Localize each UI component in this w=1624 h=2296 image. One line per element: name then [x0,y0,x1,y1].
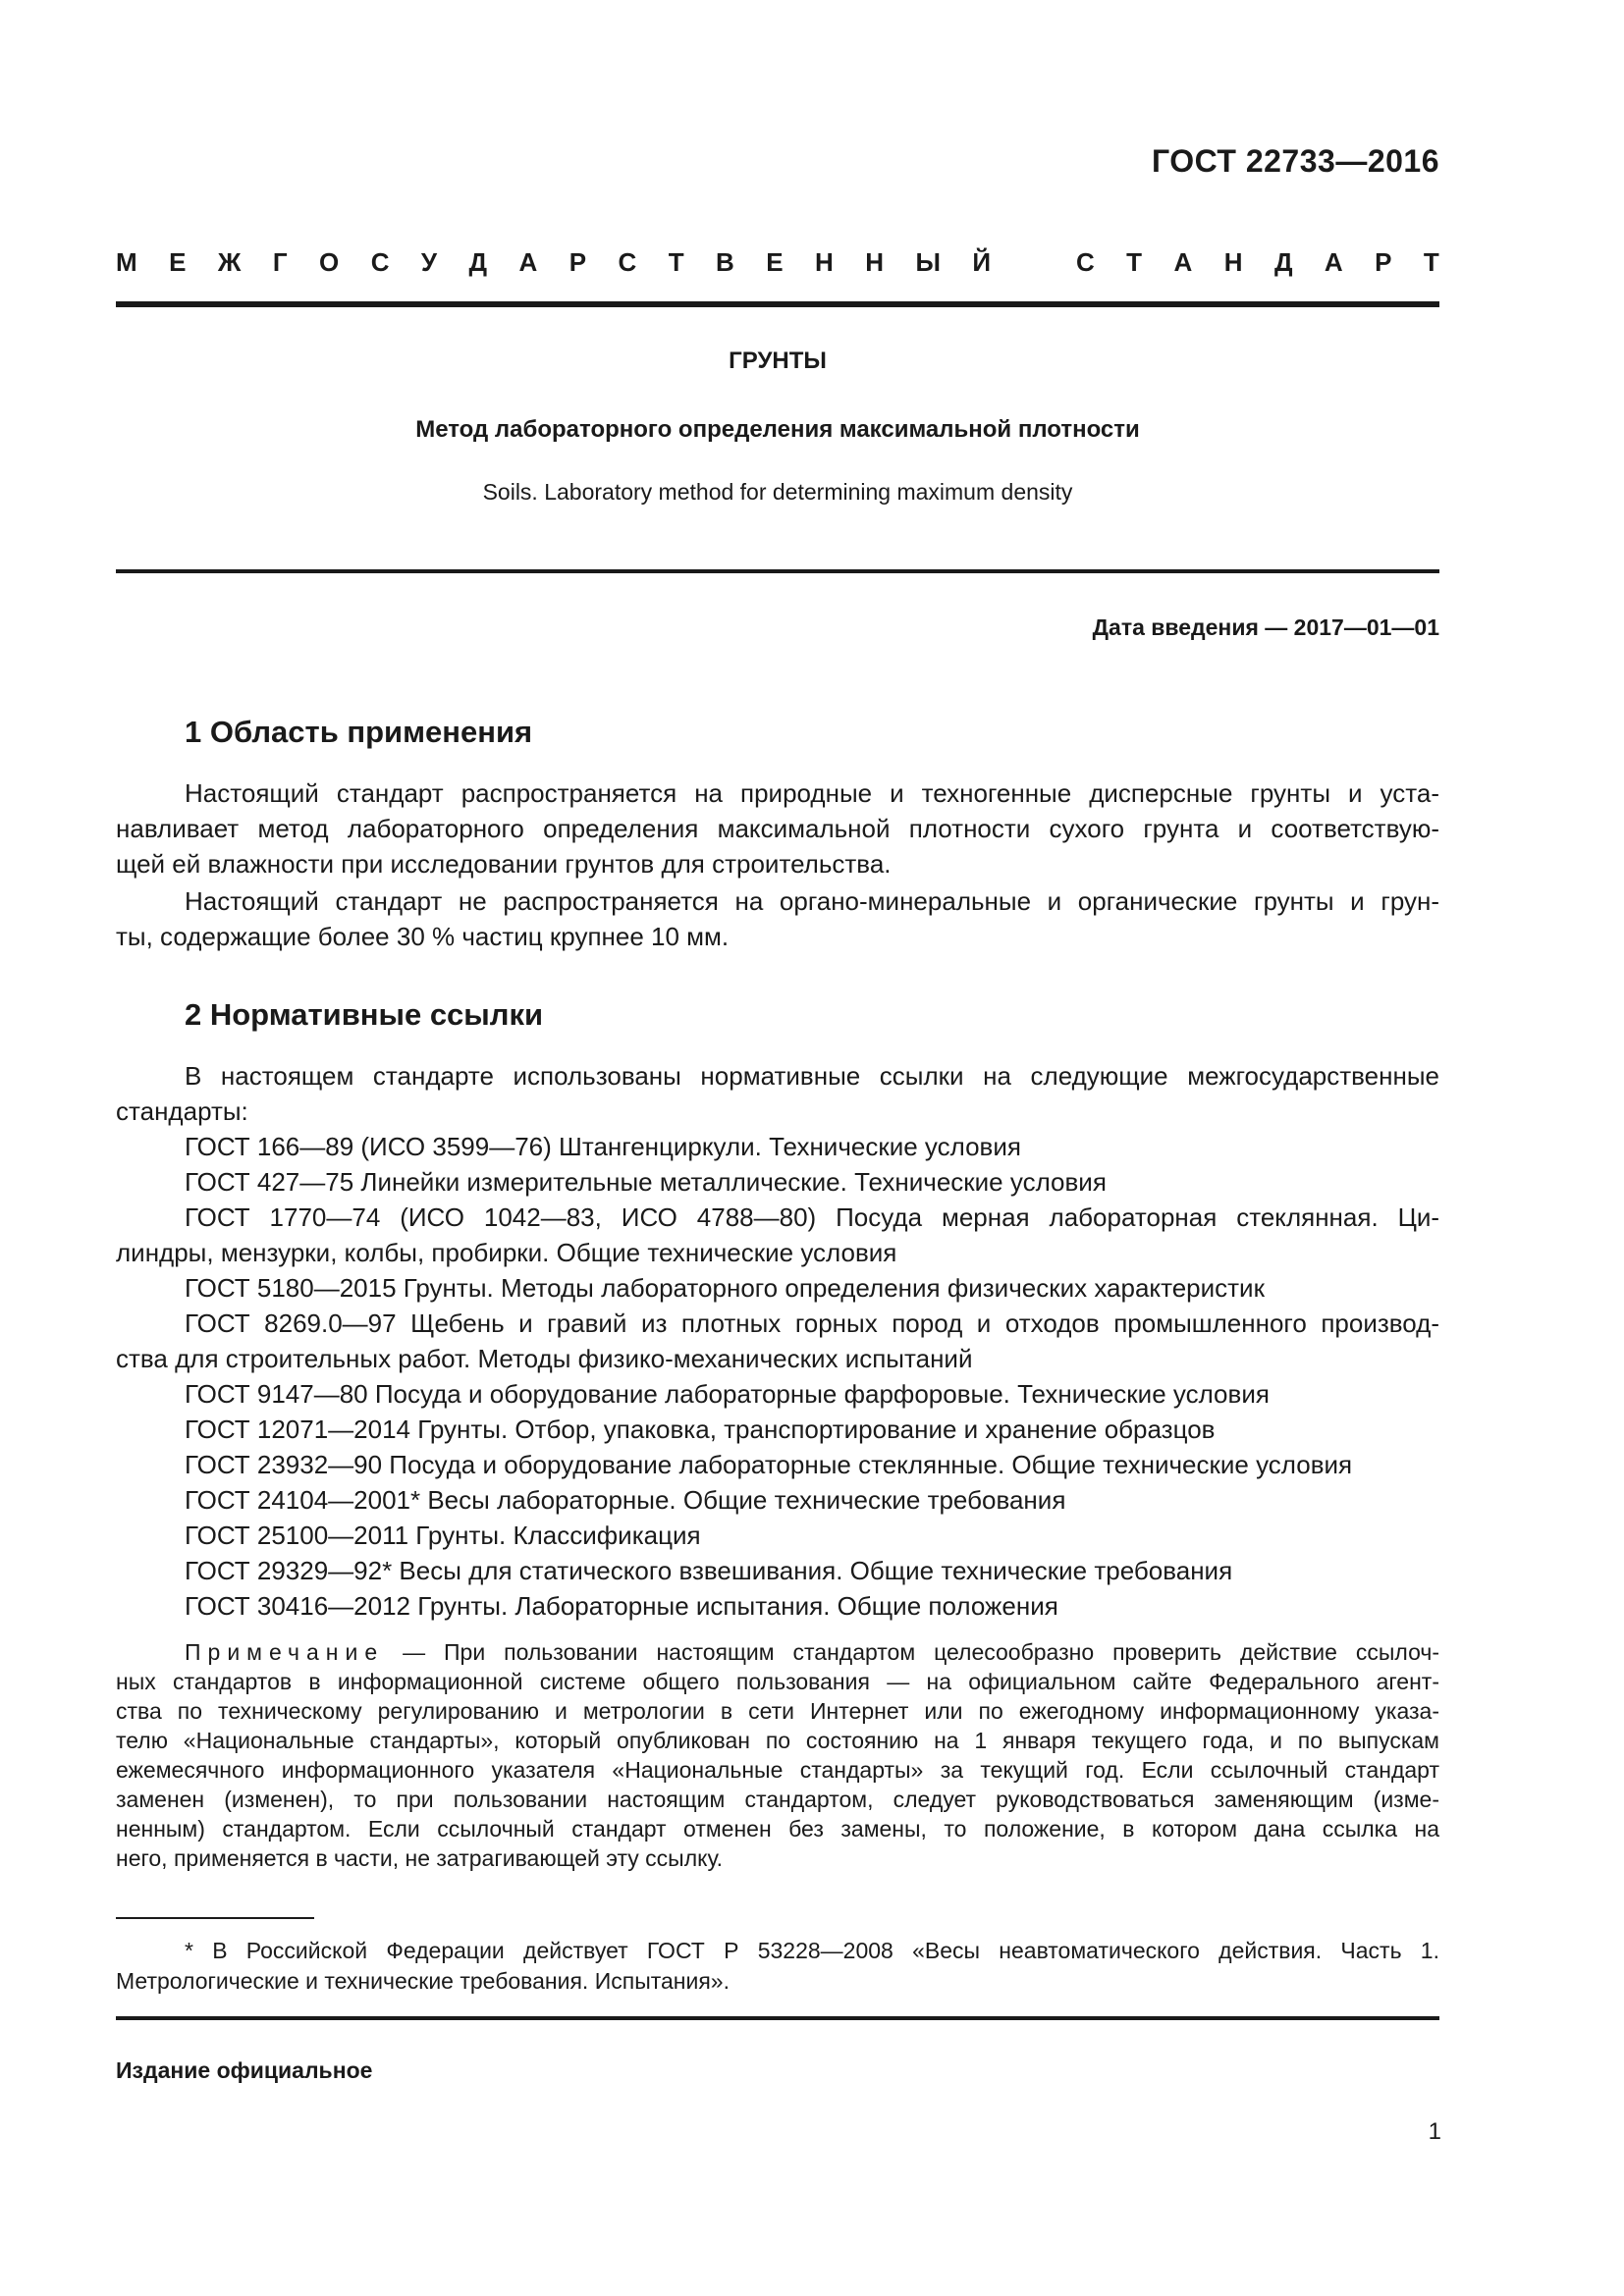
banner-letter: О [319,247,340,277]
banner-letter: Н [865,247,885,277]
banner-letter: С [618,247,637,277]
official-edition-label: Издание официальное [116,2057,373,2083]
note-line: ежемесячного информационного указателя «Национальные стандарты» за текущий год. Если ссылочный стандарт [116,1757,1439,1783]
banner-letter: С [370,247,390,277]
page-number: 1 [1428,2118,1441,2145]
references-note [116,1637,1439,1873]
section-1-paragraph-2 [116,883,1439,954]
banner-letter: Р [568,247,587,277]
reference-item: ГОСТ 1770—74 (ИСО 1042—83, ИСО 4788—80) Посуда мерная лабораторная стеклянная. Ци- [185,1202,1439,1232]
banner-letter: Й [972,247,992,277]
banner-gap [1023,247,1045,278]
reference-item: ГОСТ 9147—80 Посуда и оборудование лабораторные фарфоровые. Технические условия [185,1379,1270,1409]
footnote-line: * В Российской Федерации действует ГОСТ Р 53228—2008 «Весы неавтоматического действия. Часть 1. [185,1938,1439,1963]
title-rule [116,569,1439,573]
section-1-heading: 1 Область применения [185,715,533,749]
banner-letter: Ы [915,247,941,277]
header-thick-rule [116,301,1439,307]
normative-references-list [116,1129,1439,1624]
reference-item: ГОСТ 12071—2014 Грунты. Отбор, упаковка, транспортирование и хранение образцов [185,1415,1216,1444]
banner-letter: Д [468,247,488,277]
footnote-separator [116,1917,314,1919]
document-subtitle: Метод лабораторного определения максимальной плотности [415,416,1140,443]
banner-letter: Е [766,247,784,277]
note-line: телю «Национальные стандарты», который опубликован по состоянию на 1 января текущего года, и по выпускам [116,1728,1439,1753]
note-line: заменен (изменен), то при пользовании настоящим стандартом, следует руководствоваться заменяющим (изме- [116,1787,1439,1812]
note-line: ства по техническому регулированию и метрологии в сети Интернет или по ежегодному информационному указа- [116,1698,1439,1724]
interstate-standard-banner [116,247,1439,278]
reference-item: ГОСТ 30416—2012 Грунты. Лабораторные испытания. Общие положения [185,1591,1058,1621]
reference-item: ГОСТ 23932—90 Посуда и оборудование лабораторные стеклянные. Общие технические условия [185,1450,1353,1479]
footnote [116,1936,1439,1997]
banner-letter: Т [1126,247,1143,277]
banner-letter: А [518,247,538,277]
reference-item-continuation: линдры, мензурки, колбы, пробирки. Общие технические условия [116,1238,897,1267]
gost-number: ГОСТ 22733—2016 [1151,143,1439,179]
banner-letter: В [716,247,734,277]
reference-item: ГОСТ 24104—2001* Весы лабораторные. Общие технические требования [185,1485,1066,1515]
section-1-paragraph-1 [116,775,1439,881]
reference-item: ГОСТ 427—75 Линейки измерительные металлические. Технические условия [185,1167,1107,1197]
banner-letter: М [116,247,137,277]
note-text: — При пользовании настоящим стандартом целесообразно проверить действие ссылоч- [384,1639,1439,1665]
section-2-heading: 2 Нормативные ссылки [185,997,544,1032]
text-line: ты, содержащие более 30 % частиц крупнее 10 мм. [116,922,730,951]
note-first-line [116,1637,1439,1667]
banner-letter: Г [272,247,288,277]
banner-letter: Н [1223,247,1243,277]
banner-letter: А [1324,247,1343,277]
banner-letter: Т [668,247,684,277]
banner-letter: Е [169,247,187,277]
reference-item: ГОСТ 8269.0—97 Щебень и гравий из плотных горных пород и отходов промышленного производ- [185,1308,1439,1338]
footnote-line: Метрологические и технические требования. Испытания». [116,1968,730,1994]
reference-item: ГОСТ 166—89 (ИСО 3599—76) Штангенциркули. Технические условия [185,1132,1021,1161]
text-line: щей ей влажности при исследовании грунтов для строительства. [116,849,892,879]
banner-letter: Ж [217,247,242,277]
document-title-english: Soils. Laboratory method for determining maximum density [482,479,1073,505]
reference-item: ГОСТ 29329—92* Весы для статического взвешивания. Общие технические требования [185,1556,1233,1585]
banner-letter: А [1173,247,1193,277]
introduction-date: Дата введения — 2017—01—01 [1092,614,1439,640]
text-line: Настоящий стандарт не распространяется на органо-минеральные и органические грунты и грун- [185,886,1439,916]
text-line: навливает метод лабораторного определения максимальной плотности сухого грунта и соответствую- [116,814,1439,843]
note-line: ных стандартов в информационной системе общего пользования — на официальном сайте Федерального агент- [116,1669,1439,1694]
note-line: него, применяется в части, не затрагивающей эту ссылку. [116,1845,724,1871]
banner-letter: Д [1273,247,1293,277]
reference-item-continuation: ства для строительных работ. Методы физико-механических испытаний [116,1344,973,1373]
document-title: ГРУНТЫ [729,347,827,374]
reference-item: ГОСТ 5180—2015 Грунты. Методы лабораторного определения физических характеристик [185,1273,1265,1303]
footer-rule [116,2016,1439,2020]
banner-letter: У [420,247,438,277]
note-label: Примечание [185,1639,385,1665]
banner-letter: Н [815,247,834,277]
text-line: В настоящем стандарте использованы нормативные ссылки на следующие межгосударственные [185,1061,1439,1091]
banner-letter: Т [1423,247,1439,277]
note-line: ненным) стандартом. Если ссылочный стандарт отменен без замены, то положение, в котором дана ссылка на [116,1816,1439,1842]
banner-letter: Р [1375,247,1392,277]
section-2-intro [116,1058,1439,1129]
banner-letter: С [1075,247,1095,277]
reference-item: ГОСТ 25100—2011 Грунты. Классификация [185,1521,701,1550]
text-line: стандарты: [116,1096,248,1126]
text-line: Настоящий стандарт распространяется на природные и техногенные дисперсные грунты и уста- [185,778,1439,808]
